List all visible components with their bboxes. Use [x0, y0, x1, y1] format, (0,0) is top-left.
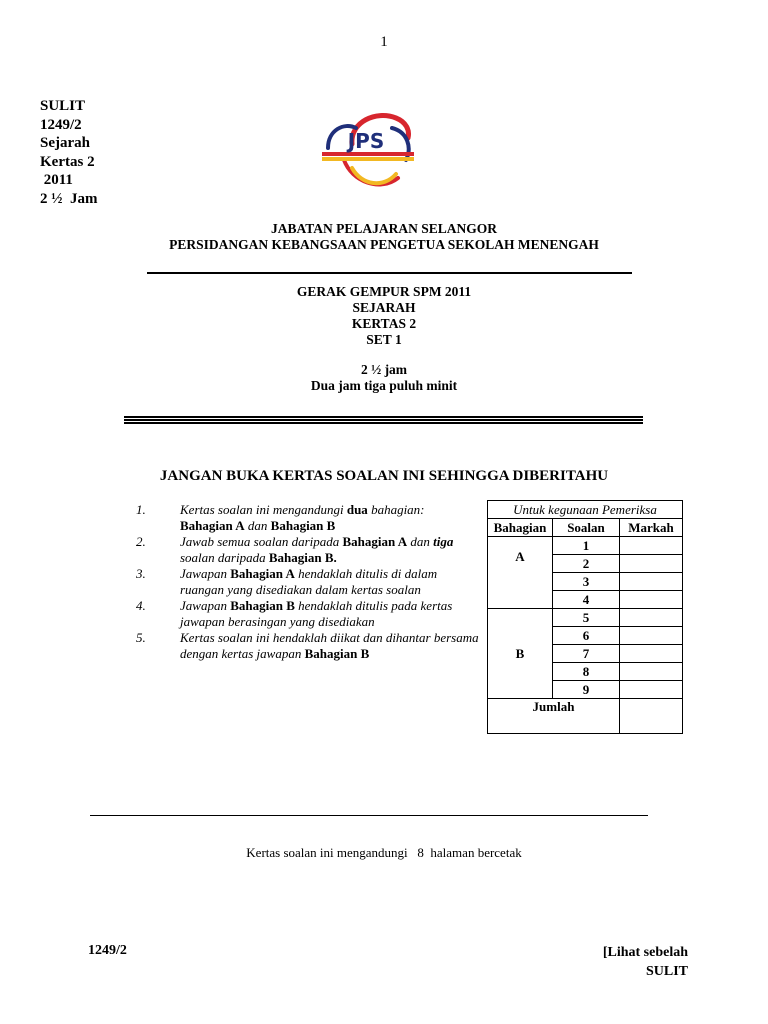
instruction-text: hendaklah ditulis di dalam ruangan yang disediakan dalam kertas soalan — [180, 566, 438, 597]
duration: 2 ½ jam — [360, 362, 408, 377]
instruction-bold: Bahagian B. — [268, 550, 337, 565]
divider-triple — [124, 416, 643, 424]
header-left — [40, 97, 98, 208]
instruction-item — [136, 534, 481, 566]
mark-cell[interactable] — [620, 609, 683, 627]
mark-cell[interactable] — [620, 555, 683, 573]
examiner-table-title: Untuk kegunaan Pemeriksa — [488, 501, 683, 519]
instruction-bold: Bahagian B — [304, 646, 370, 661]
instruction-text: Kertas soalan ini hendaklah diikat dan dihantar bersama dengan kertas jawapan — [180, 630, 479, 661]
instruction-text: Jawapan — [180, 566, 231, 581]
section-b-label: B — [488, 609, 553, 699]
footer-right — [594, 943, 688, 981]
total-mark-cell[interactable] — [620, 699, 683, 734]
instruction-number: 3. — [136, 566, 146, 581]
exam-line-4: SET 1 — [366, 332, 402, 347]
exam-heading — [0, 284, 768, 348]
total-label: Jumlah — [488, 699, 620, 734]
instruction-number: 1. — [136, 502, 146, 517]
question-number: 5 — [553, 609, 620, 627]
mark-cell[interactable] — [620, 573, 683, 591]
org-line-2: PERSIDANGAN KEBANGSAAN PENGETUA SEKOLAH MENENGAH — [169, 237, 599, 252]
section-a-label: A — [488, 537, 553, 609]
footer-sulit: SULIT — [645, 964, 688, 979]
footer-turn-over: [Lihat sebelah — [602, 945, 688, 960]
logo-text: JPS — [347, 129, 385, 153]
header-line-sulit: SULIT — [40, 98, 86, 114]
instruction-text: Kertas soalan ini mengandungi — [180, 502, 347, 517]
duration-words: Dua jam tiga puluh minit — [310, 378, 458, 393]
question-number: 9 — [553, 681, 620, 699]
header-line-code: 1249/2 — [40, 116, 82, 133]
mark-cell[interactable] — [620, 627, 683, 645]
header-bahagian: Bahagian — [488, 519, 553, 537]
pages-note: Kertas soalan ini mengandungi 8 halaman bercetak — [246, 845, 522, 860]
instruction-text: soalan daripada — [180, 550, 269, 565]
org-heading — [0, 221, 768, 253]
instruction-text: bahagian: — [367, 502, 425, 517]
instruction-text: Jawapan — [180, 598, 231, 613]
instruction-text: hendaklah ditulis pada kertas jawapan berasingan yang disediakan — [180, 598, 453, 629]
mark-cell[interactable] — [620, 681, 683, 699]
instruction-text: dan — [407, 534, 434, 549]
instruction-bold: Bahagian A — [230, 566, 295, 581]
header-line-duration: 2 ½ Jam — [40, 190, 98, 207]
instruction-number: 4. — [136, 598, 146, 613]
header-line-subject: Sejarah — [40, 135, 90, 151]
instruction-bold: Bahagian A — [180, 518, 245, 533]
question-number: 8 — [553, 663, 620, 681]
instruction-bold: Bahagian A — [342, 534, 408, 549]
divider-single — [147, 272, 632, 274]
instruction-item — [136, 598, 481, 630]
question-number: 7 — [553, 645, 620, 663]
instruction-bold: tiga — [433, 534, 454, 549]
divider-bottom — [90, 815, 648, 816]
instruction-item — [136, 566, 481, 598]
examiner-table — [487, 500, 683, 734]
jps-logo — [322, 108, 414, 192]
duration-block — [0, 362, 768, 394]
question-number: 6 — [553, 627, 620, 645]
header-markah: Markah — [620, 519, 683, 537]
instruction-number: 2. — [136, 534, 146, 549]
page-number: 1 — [380, 34, 388, 50]
question-number: 4 — [553, 591, 620, 609]
exam-line-1: GERAK GEMPUR SPM 2011 — [296, 284, 472, 299]
header-line-year: 2011 — [40, 172, 73, 188]
instruction-text: dan — [244, 518, 271, 533]
footer-code: 1249/2 — [88, 943, 127, 958]
header-soalan: Soalan — [553, 519, 620, 537]
header-line-paper: Kertas 2 — [40, 153, 95, 170]
instruction-bold: Bahagian B — [270, 518, 336, 533]
instruction-bold: Bahagian B — [230, 598, 295, 613]
warning-text: JANGAN BUKA KERTAS SOALAN INI SEHINGGA DIBERITAHU — [159, 468, 609, 484]
mark-cell[interactable] — [620, 645, 683, 663]
org-line-1: JABATAN PELAJARAN SELANGOR — [270, 221, 498, 236]
instruction-item — [136, 630, 481, 662]
instruction-item — [136, 502, 481, 534]
mark-cell[interactable] — [620, 663, 683, 681]
instructions-list — [136, 502, 481, 662]
question-number: 1 — [553, 537, 620, 555]
exam-line-3: KERTAS 2 — [351, 316, 417, 331]
instruction-bold: dua — [346, 502, 368, 517]
mark-cell[interactable] — [620, 591, 683, 609]
exam-line-2: SEJARAH — [352, 300, 416, 315]
question-number: 2 — [553, 555, 620, 573]
instruction-text: Jawab semua soalan daripada — [180, 534, 343, 549]
question-number: 3 — [553, 573, 620, 591]
mark-cell[interactable] — [620, 537, 683, 555]
instruction-number: 5. — [136, 630, 146, 645]
